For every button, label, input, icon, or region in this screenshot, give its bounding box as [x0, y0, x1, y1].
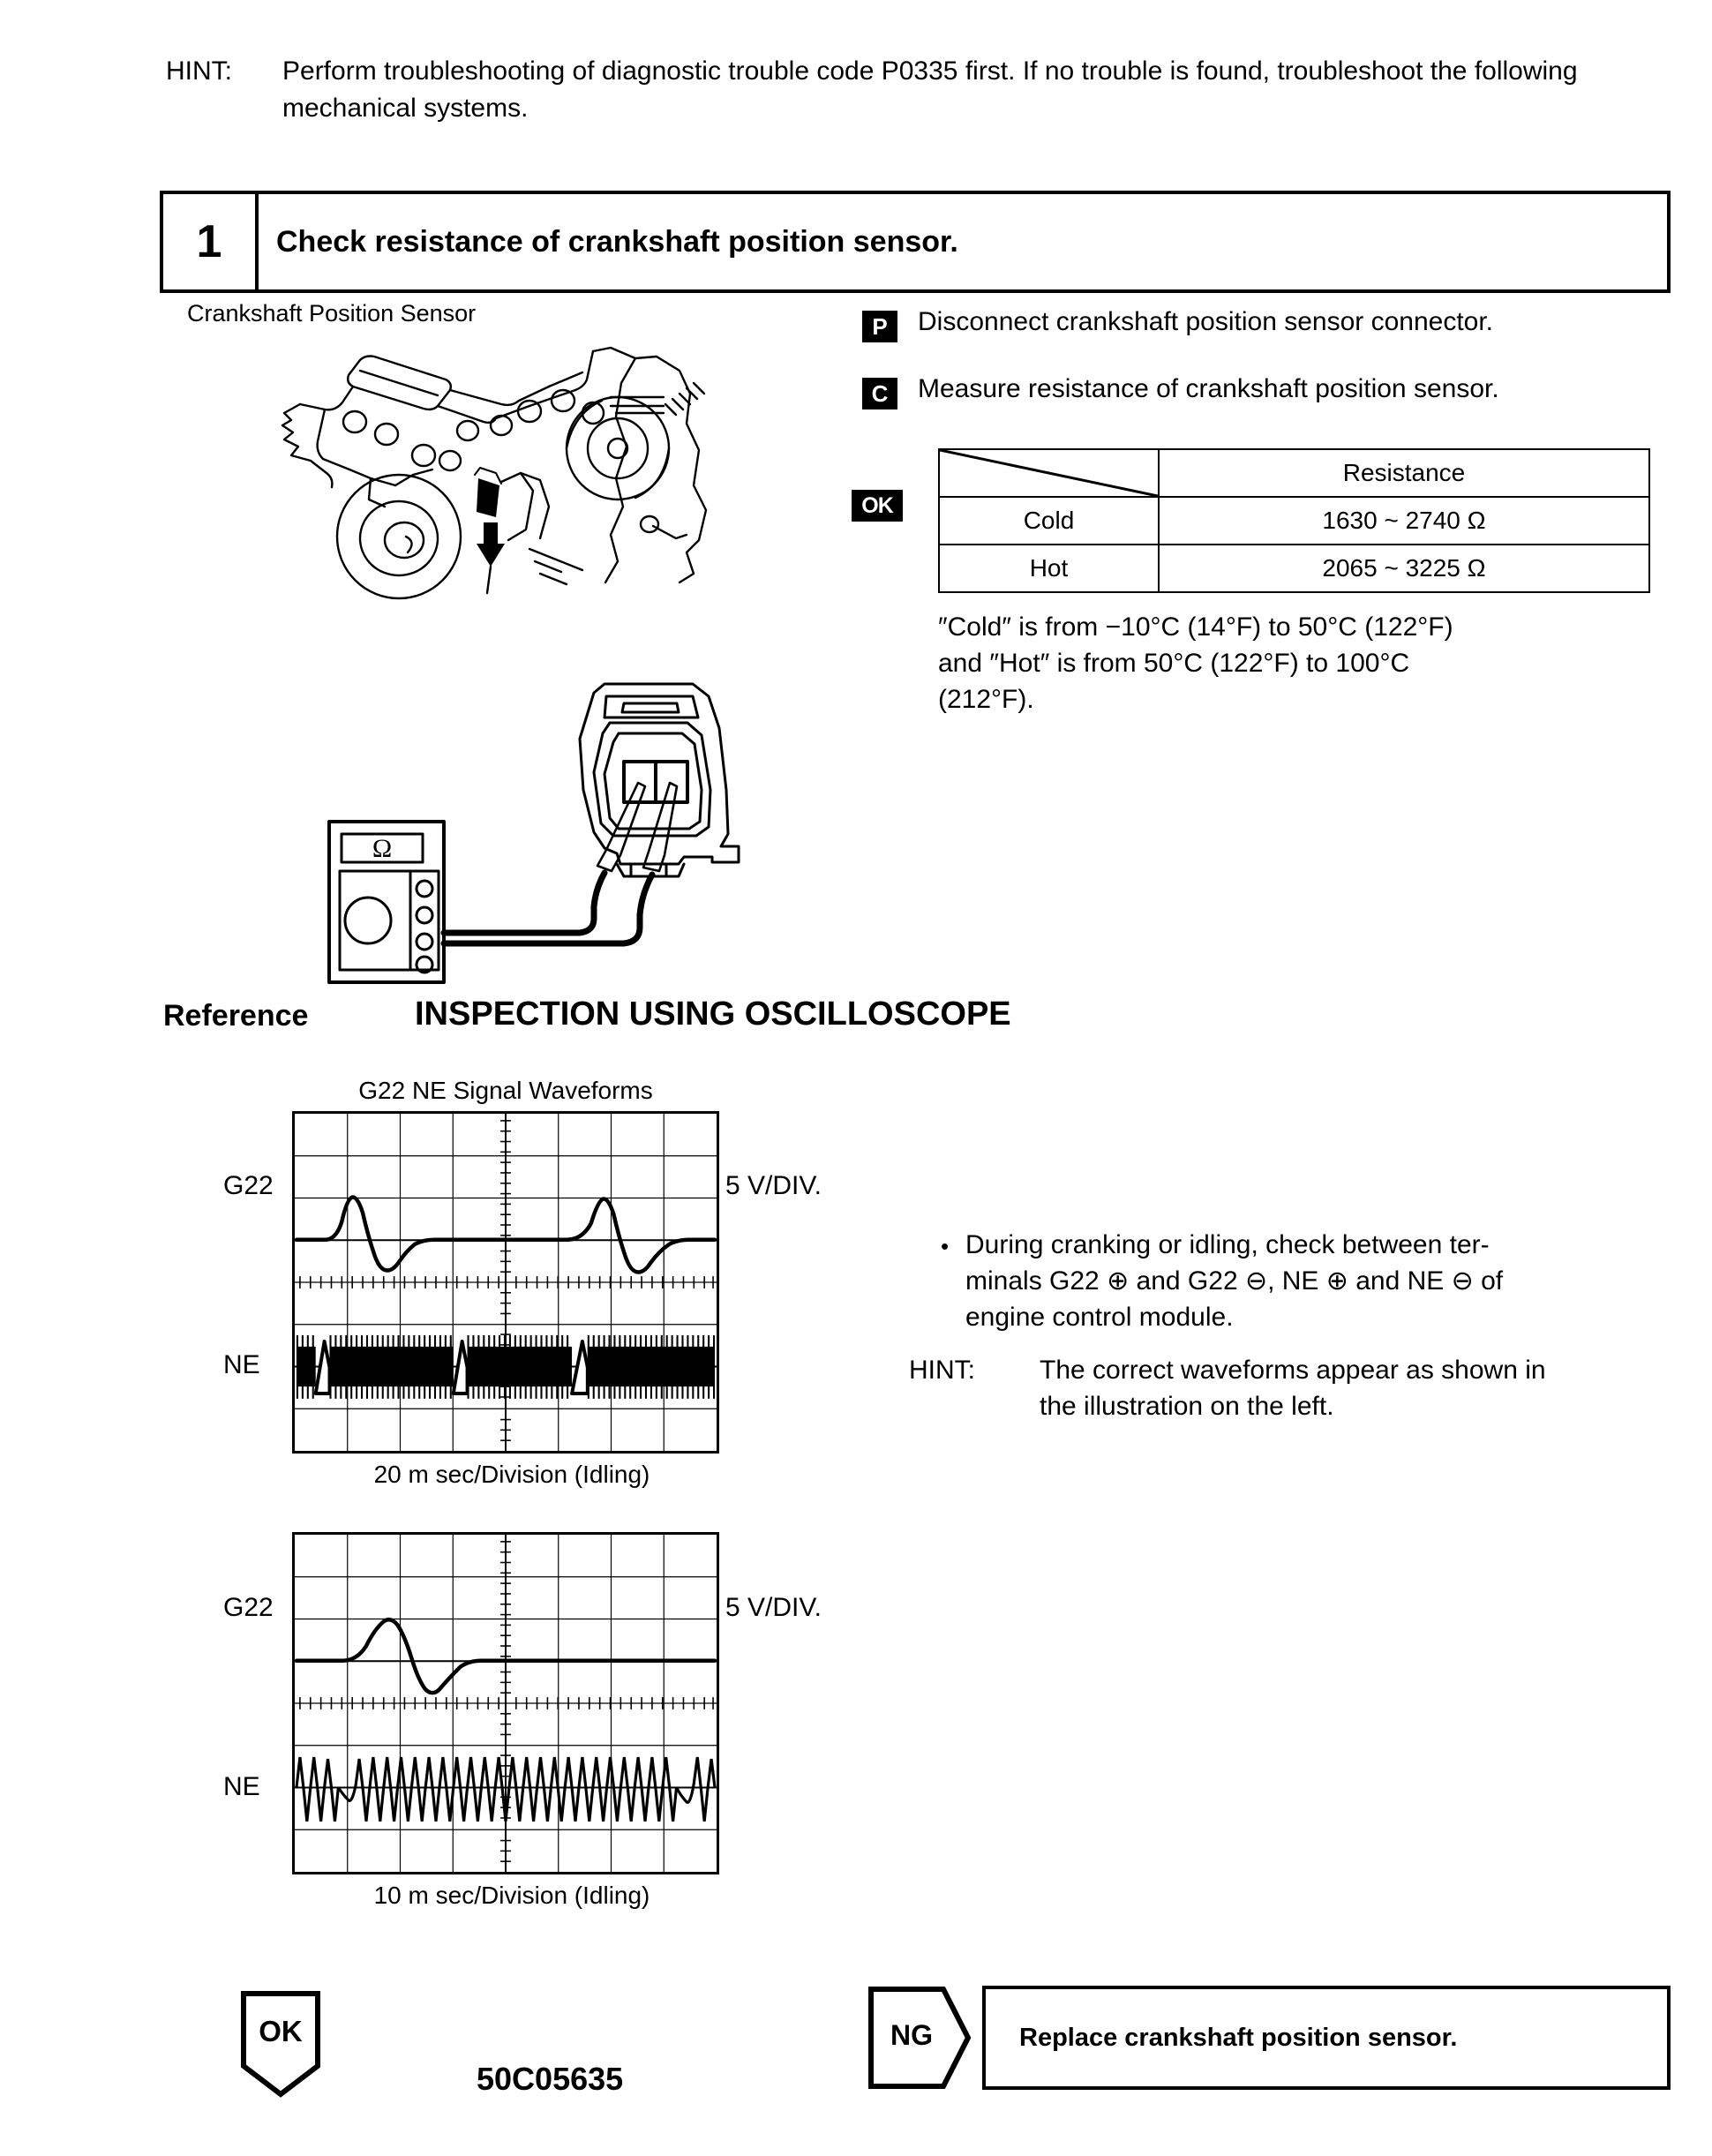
chart-1-label-g22: G22	[223, 1171, 274, 1200]
inspection-hint-label: HINT:	[909, 1356, 975, 1385]
chart-2-label-ne: NE	[223, 1772, 260, 1801]
ng-result-arrow	[867, 1986, 972, 2090]
table-row	[939, 545, 1649, 592]
ok-result-arrow	[240, 1990, 321, 2098]
row-value-cold: 1630 ~ 2740 Ω	[1159, 497, 1649, 545]
inspection-hint-note	[909, 1352, 1677, 1424]
step-number-cell	[163, 194, 259, 289]
step-number: 1	[196, 216, 222, 267]
ng-action-text: Replace crankshaft position sensor.	[1019, 2023, 1458, 2052]
chart-2-label-g22: G22	[223, 1593, 274, 1622]
hint-label: HINT:	[166, 56, 232, 86]
chart-1-vdiv-label: 5 V/DIV.	[725, 1171, 822, 1200]
ohmmeter-connector-diagram	[313, 657, 772, 993]
procedure-step-c-text: Measure resistance of crankshaft position sensor.	[918, 374, 1499, 403]
chart-1-label-ne: NE	[223, 1350, 260, 1379]
bullet-line-1: During cranking or idling, check between ter-	[965, 1230, 1490, 1259]
chart-2-oscilloscope-grid	[292, 1532, 719, 1874]
hint-text: Perform troubleshooting of diagnostic trouble code P0335 first. If no trouble is found, troubleshoot the following mechanical systems.	[282, 56, 1578, 123]
chart-1-caption: 20 m sec/Division (Idling)	[373, 1461, 650, 1488]
reference-label: Reference	[163, 999, 309, 1033]
inspection-bullet-note	[941, 1227, 1671, 1335]
temp-note-line-2: and ″Hot″ is from 50°C (122°F) to 100°C	[938, 649, 1410, 678]
table-header-row	[939, 449, 1649, 497]
table-row	[939, 497, 1649, 545]
part-number: 50C05635	[477, 2061, 624, 2097]
temperature-note	[938, 609, 1658, 717]
step-title: Check resistance of crankshaft position sensor.	[276, 224, 958, 259]
chart-1-title: G22 NE Signal Waveforms	[358, 1077, 653, 1104]
chart-1-oscilloscope-grid	[292, 1111, 719, 1454]
temp-note-line-3: (212°F).	[938, 685, 1034, 714]
row-value-hot: 2065 ~ 3225 Ω	[1159, 545, 1649, 592]
row-condition-cold: Cold	[939, 497, 1159, 545]
omega-symbol: Ω	[372, 834, 393, 863]
step-1-box	[160, 191, 1671, 293]
resistance-table	[938, 448, 1650, 593]
procedure-step-p-text: Disconnect crankshaft position sensor connector.	[918, 307, 1494, 336]
marker-ok: OK	[852, 490, 903, 522]
inspection-hint-line-2: the illustration on the left.	[1040, 1392, 1334, 1421]
ng-action-box	[982, 1986, 1671, 2090]
inspection-hint-line-1: The correct waveforms appear as shown in	[1040, 1356, 1546, 1385]
chart-2-caption: 10 m sec/Division (Idling)	[373, 1882, 650, 1909]
inspection-heading: INSPECTION USING OSCILLOSCOPE	[415, 995, 1011, 1033]
marker-c: C	[862, 378, 897, 409]
temp-note-line-1: ″Cold″ is from −10°C (14°F) to 50°C (122°F)	[938, 612, 1453, 642]
table-header-resistance: Resistance	[1159, 449, 1649, 497]
chart-2-vdiv-label: 5 V/DIV.	[725, 1593, 822, 1622]
ok-label: OK	[259, 2015, 303, 2047]
row-condition-hot: Hot	[939, 545, 1159, 592]
marker-p: P	[862, 311, 897, 342]
ng-label: NG	[890, 2019, 933, 2051]
bullet-line-3: engine control module.	[965, 1303, 1234, 1332]
table-corner-cell	[939, 449, 1159, 497]
hint-block	[166, 53, 1675, 127]
bullet-line-2: minals G22 ⊕ and G22 ⊖, NE ⊕ and NE ⊖ of	[965, 1266, 1504, 1296]
illustration-caption: Crankshaft Position Sensor	[187, 300, 477, 327]
bullet-icon: •	[941, 1233, 950, 1259]
engine-diagram	[265, 318, 724, 600]
